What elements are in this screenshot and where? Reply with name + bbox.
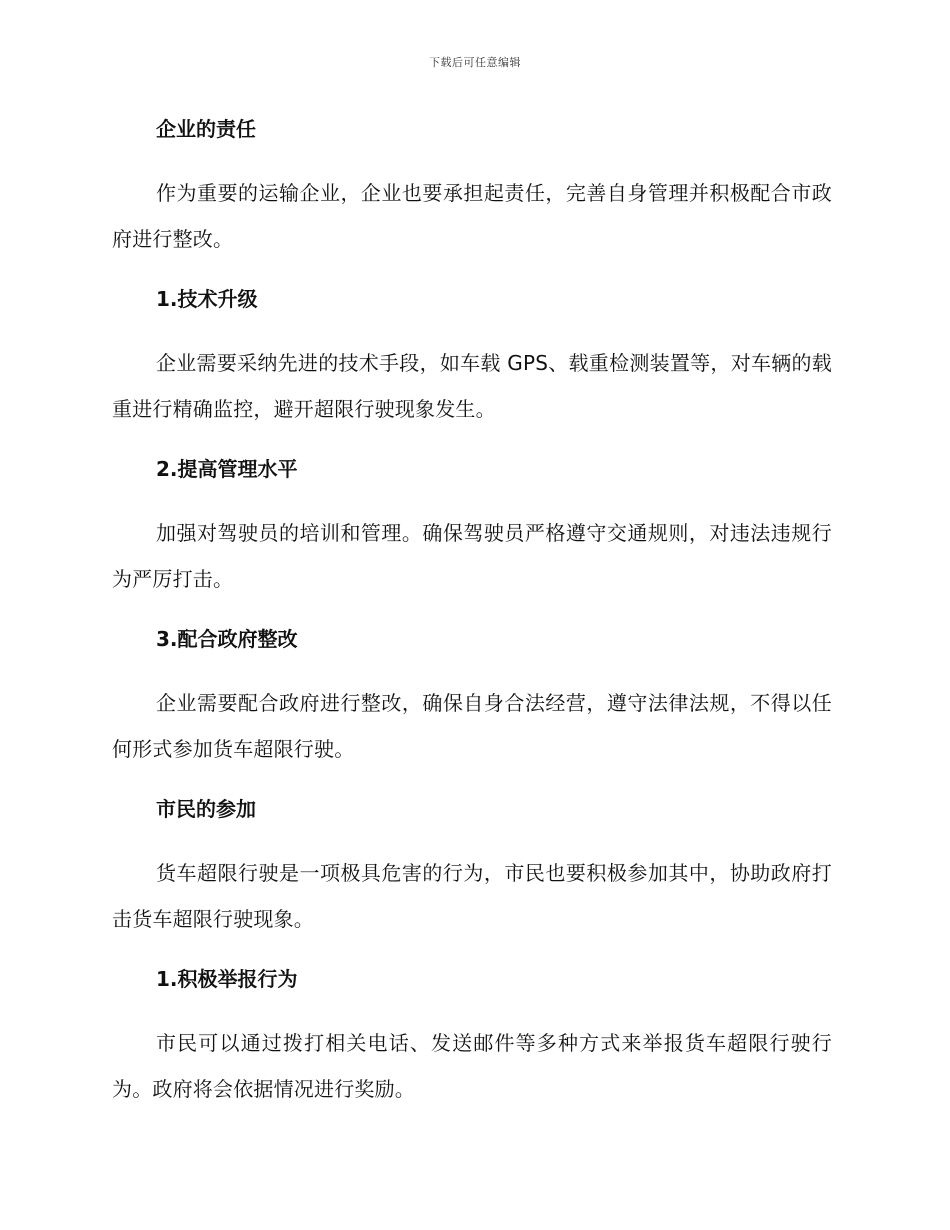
subheading-active-reporting: 1.积极举报行为: [156, 967, 298, 991]
paragraph-enterprise-responsibility: 作为重要的运输企业，企业也要承担起责任，完善自身管理并积极配合市政府进行整改。: [112, 181, 832, 251]
section-heading-enterprise-responsibility: 企业的责任: [156, 117, 256, 141]
paragraph-citizen-participation: 货车超限行驶是一项极具危害的行为，市民也要积极参加其中，协助政府打击货车超限行驶现象。: [112, 861, 832, 931]
paragraph-cooperate-government: 企业需要配合政府进行整改，确保自身合法经营，遵守法律法规，不得以任何形式参加货车超限行驶。: [112, 691, 832, 761]
subheading-management-level: 2.提高管理水平: [156, 457, 298, 481]
paragraph-active-reporting: 市民可以通过拨打相关电话、发送邮件等多种方式来举报货车超限行驶行为。政府将会依据情况进行奖励。: [112, 1031, 832, 1101]
page-header: 下载后可任意编辑: [429, 56, 521, 69]
paragraph-tech-upgrade: 企业需要采纳先进的技术手段，如车载 GPS、载重检测装置等，对车辆的载重进行精确监控，避开超限行驶现象发生。: [112, 351, 832, 421]
section-heading-citizen-participation: 市民的参加: [156, 797, 256, 821]
subheading-cooperate-government: 3.配合政府整改: [156, 627, 298, 651]
document-body: [112, 114, 832, 1134]
subheading-tech-upgrade: 1.技术升级: [156, 287, 258, 311]
paragraph-management-level: 加强对驾驶员的培训和管理。确保驾驶员严格遵守交通规则，对违法违规行为严厉打击。: [112, 521, 832, 591]
